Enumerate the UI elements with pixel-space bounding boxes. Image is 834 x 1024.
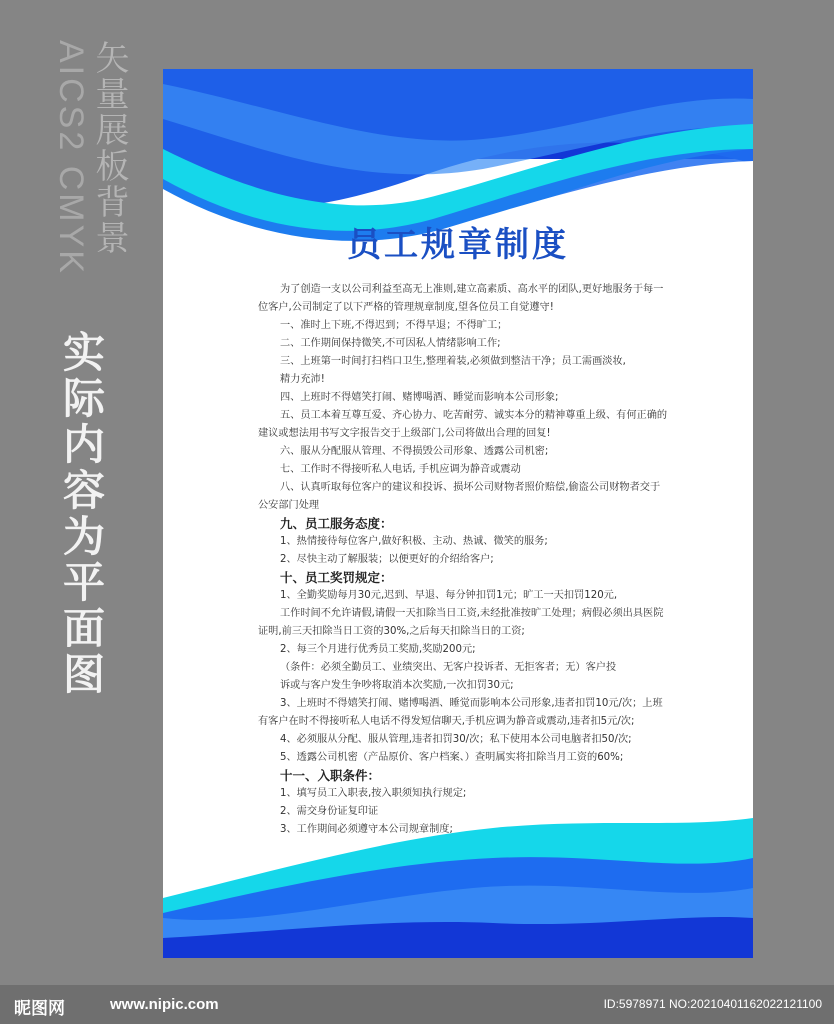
section-heading: 十、员工奖罚规定： bbox=[280, 570, 393, 585]
rule-line: 位客户,公司制定了以下严格的管理规章制度,望各位员工自觉遵守! bbox=[258, 302, 554, 313]
rule-line: 为了创造一支以公司利益至高无上准则,建立高素质、高水平的团队,更好地服务于每一 bbox=[280, 284, 664, 295]
bottom-wave-decoration bbox=[163, 818, 753, 958]
rule-line: 5、透露公司机密（产品原价、客户档案、）查明属实将扣除当月工资的60%; bbox=[280, 752, 624, 763]
section-heading: 九、员工服务态度： bbox=[280, 516, 393, 531]
rule-line: 工作时间不允许请假,请假一天扣除当日工资,未经批准按旷工处理；病假必须出具医院 bbox=[280, 608, 664, 619]
rule-line: 六、服从分配服从管理、不得损毁公司形象、透露公司机密; bbox=[280, 446, 549, 457]
rule-line: 2、需交身份证复印证 bbox=[280, 806, 379, 817]
rule-line: 3、上班时不得嬉笑打闹、赌博喝酒、睡觉而影响本公司形象,违者扣罚10元/次；上班 bbox=[280, 698, 663, 709]
rule-line: 证明,前三天扣除当日工资的30%,之后每天扣除当日的工资; bbox=[258, 626, 525, 637]
rule-line: 1、全勤奖励每月30元,迟到、早退、每分钟扣罚1元；旷工一天扣罚120元, bbox=[280, 590, 618, 601]
section-heading: 十一、入职条件： bbox=[280, 768, 381, 783]
rule-line: 建议或想法用书写文字报告交于上级部门,公司将做出合理的回复! bbox=[258, 428, 551, 439]
rule-line: 一、准时上下班,不得迟到；不得早退；不得旷工； bbox=[280, 320, 508, 331]
poster-title: 员工规章制度 bbox=[347, 225, 569, 265]
rule-line: 精力充沛! bbox=[280, 374, 325, 385]
rule-line: 2、尽快主动了解服装；以便更好的介绍给客户; bbox=[280, 554, 494, 565]
rule-line: 八、认真听取每位客户的建议和投诉、损坏公司财物者照价赔偿,偷盗公司财物者交于 bbox=[280, 482, 661, 493]
rule-line: 五、员工本着互尊互爱、齐心协力、吃苦耐劳、诚实本分的精神尊重上级、有何正确的 bbox=[280, 410, 668, 421]
side-label-format: AICS2 CMYK bbox=[52, 40, 90, 276]
side-label-vector-board: 矢量展板背景 bbox=[89, 40, 129, 256]
rules-body bbox=[258, 281, 698, 839]
poster-board bbox=[163, 69, 753, 958]
image-id-text: ID:5978971 NO:20210401162022121100 bbox=[603, 997, 822, 1011]
rule-line: 四、上班时不得嬉笑打闹、赌博喝酒、睡觉而影响本公司形象; bbox=[280, 392, 559, 403]
rule-line: 4、必须服从分配、服从管理,违者扣罚30/次；私下使用本公司电脑者扣50/次; bbox=[280, 734, 632, 745]
rule-line: 有客户在时不得接听私人电话不得发短信聊天,手机应调为静音或震动,违者扣5元/次; bbox=[258, 716, 635, 727]
nipic-url: www.nipic.com bbox=[110, 996, 219, 1013]
rule-line: 三、上班第一时间打扫档口卫生,整理着装,必须做到整洁干净；员工需画淡妆, bbox=[280, 356, 626, 367]
rule-line: 1、填写员工入职表,按入职须知执行规定; bbox=[280, 788, 467, 799]
rule-line: 2、每三个月进行优秀员工奖励,奖励200元; bbox=[280, 644, 476, 655]
nipic-logo: 昵图网 bbox=[14, 999, 65, 1019]
rule-line: 3、工作期间必须遵守本公司规章制度; bbox=[280, 824, 453, 835]
rule-line: 1、热情接待每位客户,做好积极、主动、热诚、微笑的服务; bbox=[280, 536, 548, 547]
side-note-flat-design: 实际内容为平面图 bbox=[57, 330, 106, 698]
rule-line: 公安部门处理 bbox=[258, 500, 320, 511]
rule-line: 二、工作期间保持微笑,不可因私人情绪影响工作; bbox=[280, 338, 501, 349]
rule-line: （条件：必须全勤员工、业绩突出、无客户投诉者、无拒客者；无）客户投 bbox=[280, 662, 617, 673]
rule-line: 诉或与客户发生争吵将取消本次奖励,一次扣罚30元; bbox=[280, 680, 514, 691]
watermark-footer bbox=[0, 985, 834, 1024]
rule-line: 七、工作时不得接听私人电话, 手机应调为静音或震动 bbox=[280, 464, 521, 475]
